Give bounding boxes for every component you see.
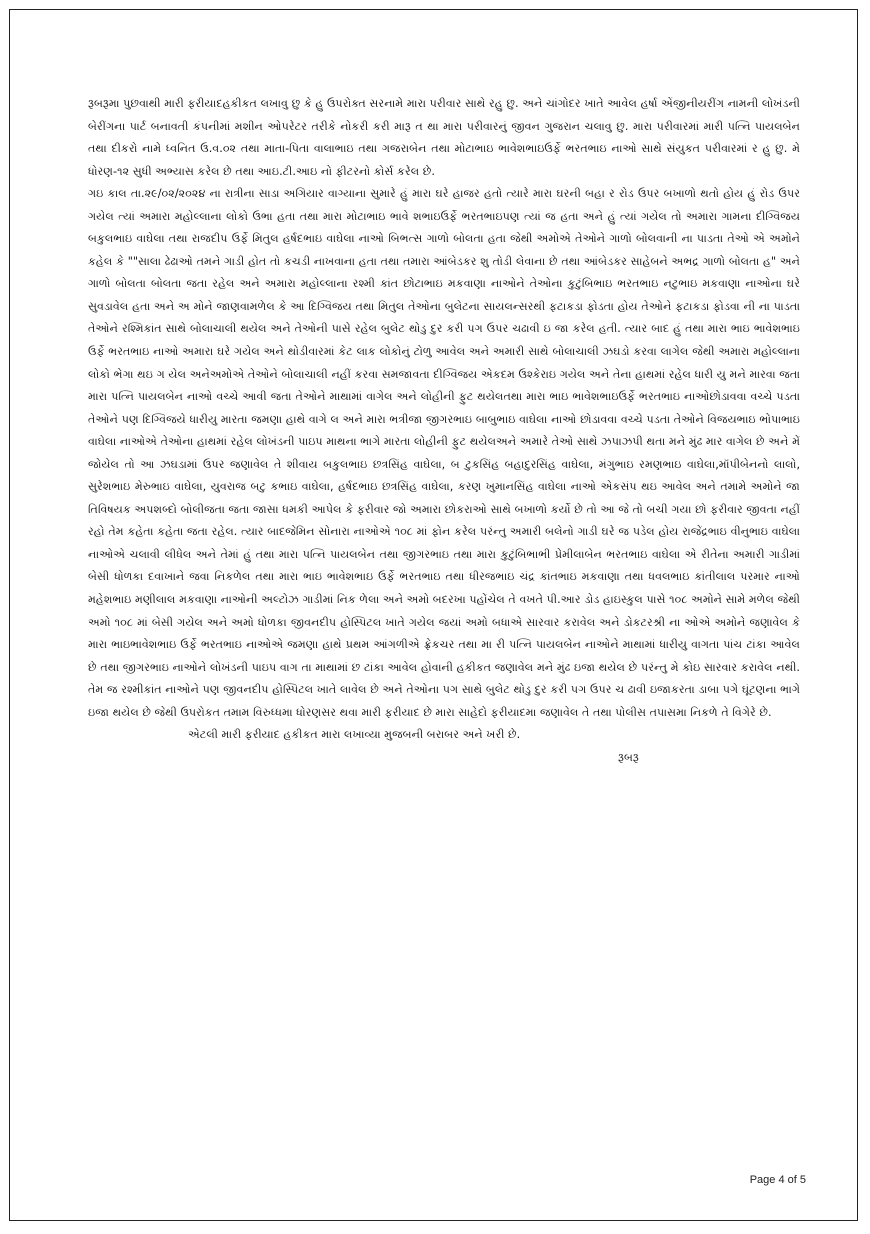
closing-statement: એટલી મારી ફરીયાદ હકીકત મારા લખાવ્યા મુજબની બરાબર અને ખરી છે.	[188, 728, 521, 742]
page-number: Page 4 of 5	[749, 1174, 806, 1186]
signature-label: રૂબરૂ	[618, 750, 639, 764]
paragraph-intro: રૂબરૂમા પુછવાથી મારી ફરીયાદહકીકત લખાવુ છુ કે હુ ઉપરોક્ત સરનામે મારા પરીવાર સાથે રહુ છુ. અને ચાંગોદર ખાતે આવેલ હર્ષા એંજીનીયરીંગ નામની લોખંડની બેરીંગના પાર્ટ બનાવતી કંપનીમાં મશીન ઓપરેટર તરીકે નોકરી કરી મારૂ ત થા મારા પરીવારનું જીવન ગુજરાન ચલાવુ છુ. મારા પરીવારમાં મારી પત્નિ પાયલબેન તથા દીકરો નામે ધ્વનિત ઉ.વ.૦૨ તથા માતા-પિતા વાલાભાઇ તથા ગજરાબેન તથા મોટાભાઇ ભાવેશભાઇઉર્ફે ભરતભાઇ નાઓ સાથે સંયુકત પરીવારમાં ર હુ છુ. મે ધોરણ-૧૨ સુધી અભ્યાસ કરેલ છે તથા આઇ.ટી.આઇ નો ફીટરનો કોર્સ કરેલ છે.	[88, 97, 800, 178]
document-body	[88, 93, 800, 769]
paragraph-incident: ગઇ કાલ તા.૨૯/૦૨/૨૦૨૪ ના રાત્રીના સાડા અગિયાર વાગ્યાના સુમારે હું મારા ઘરે હાજર હતો ત્યારે મારા ઘરની બહા ર રોડ ઉપર બખાળો થતો હોય હું રોડ ઉપર ગયેલ ત્યાં અમારા મહોલ્લાના લોકો ઉભા હતા તથા મારા મોટાભાઇ ભાવે શભાઇઉર્ફે ભરતભાઇપણ ત્યાં જ હતા અને હું ત્યાં ગયેલ તો અમારા ગામના દીગ્વિજય બકુલભાઇ વાઘેલા તથા રાજદીપ ઉર્ફે મિતુલ હર્ષદભાઇ વાઘેલા નાઓ બિભત્સ ગાળો બોલતા હતા જેથી અમોએ તેઓને ગાળો બોલવાની ના પાડતા તેઓ એ અમોને કહેલ કે ""સાલા ઢેઢાઓ તમને ગાડી હોત તો કચડી નાખવાના હતા તથા તમારા આંબેડકર શુ તોડી લેવાના છે તથા આંબેડકર સાહેબને અભદ્ર ગાળો બોલતા હ" અને ગાળો બોલતા બોલતા જતા રહેલ અને અમારા મહોલ્લાના રશ્મી કાંત છોટાભાઇ મકવાણા નાઓને તેઓના કુટુંબિભાઇ ભરતભાઇ નટુભાઇ મકવાણા નાઓના ઘરે સુવડાવેલ હતા અને અ મોને જાણવામળેલ કે આ દિગ્વિજય તથા મિતુલ તેઓના બુલેટના સાયલન્સરથી ફટાકડા ફોડતા હોય તેઓને ફટાકડા ફોડવા ની ના પાડતા તેઓને રશ્મિકાંત સાથે બોલાચાલી થયેલ અને તેઓની પાસે રહેલ બુલેટ થોડુ દુર કરી પગ ઉપર ચઢાવી ઇ જા કરેલ હતી. ત્યાર બાદ હું તથા મારા ભાઇ ભાવેશભાઇ ઉર્ફે ભરતભાઇ નાઓ અમારા ઘરે ગયેલ અને થોડીવારમાં કેટ લાક લોકોનું ટોળુ આવેલ અને અમારી સાથે બોલાચાલી ઝઘડો કરવા લાગેલ જેથી અમારા મહોલ્લાના લોકો ભેગા થઇ ગ યેલ અનેઅમોએ તેઓને બોલાચાલી નહીં કરવા સમજાવતા દીગ્વિજય એકદમ ઉશ્કેરાઇ ગયેલ અને તેના હાથમાં રહેલ ધારી યુ મને મારવા જતા મારા પત્નિ પાયલબેન નાઓ વચ્ચે આવી જતા તેઓને માથામાં વાગેલ અને લોહીની ફુટ થયેલતથા મારા ભાઇ ભાવેશભાઇઉર્ફે ભરતભાઇ નાઓછોડાવવા વચ્ચે પડતા તેઓને પણ દિગ્વિજયે ધારીયુ મારતા જમણા હાથે વાગે લ અને મારા ભત્રીજા જીગરભાઇ બાબુભાઇ વાઘેલા નાઓ છોડાવવા વચ્ચે પડતા તેઓને વિજયભાઇ ભોપાભાઇ વાઘેલા નાઓએ તેઓના હાથમાં રહેલ લોખંડની પાઇપ માથના ભાગે મારતા લોહીની ફુટ થયેલઅને અમારે તેઓ સાથે ઝપાઝપી થતા મને મુંઢ માર વાગેલ છે અને મેં જોયેલ તો આ ઝઘડામાં ઉપર જણાવેલ તે શીવાય બકુલભાઇ છત્રસિંહ વાઘેલા, બ ટુકસિંહ બહાદુરસિંહ વાઘેલા, મંગુભાઇ રમણભાઇ વાઘેલા,મૉંપીબેનનો લાલો, સુરેશભાઇ મેરુભાઇ વાઘેલા, યુવરાજ બટુ કભાઇ વાઘેલા, હર્ષદભાઇ છત્રસિંહ વાઘેલા, કરણ ખુમાનસિંહ વાઘેલા નાઓ એકસંપ થઇ આવેલ અને તમામે અમોને જા તિવિષયક અપશબ્દો બોલીજતા જતા જાસા ધમકી આપેલ કે ફરીવાર જો અમારા છોકરાઓ સાથે બખાળો કર્યો છે તો આ જે તો બચી ગયા છો ફરીવાર જીવતા નહીં રહો તેમ કહેતા કહેતા જતા રહેલ. ત્યાર બાદજેમિન સોનારા નાઓએ ૧૦૮ માં ફોન કરેલ પરંન્તુ અમારી બલેનો ગાડી ઘરે જ પડેલ હોય રાજેંદ્રભાઇ વીનુભાઇ વાઘેલા નાઓએ ચલાવી લીધેલ અને તેમાં હું તથા મારા પત્નિ પાયલબેન તથા જીગરભાઇ તથા મારા કુટુંબિભાભી પ્રેમીલાબેન ભરતભાઇ વાઘેલા એ રીતેના અમારી ગાડીમાં બેસી ધોળકા દવાખાને જવા નિકળેલ તથા મારા ભાઇ ભાવેશભાઇ ઉર્ફે ભરતભાઇ તથા ધીરજભાઇ ચંદ્ર કાંતભાઇ મકવાણા તથા ધવલભાઇ કાંતીલાલ પરમાર નાઓ મહેશભાઇ મણીલાલ મકવાણા નાઓની અલ્ટોઝ ગાડીમાં નિક ળેલા અને અમો બદરખા પહોંચેલ તે વખતે પી.આર ડોડ હાઇસ્કુલ પાસે ૧૦૮ અમોને સામે મળેલ જેથી અમો ૧૦૮ માં બેસી ગયેલ અને અમો ધોળકા જીવનદીપ હોસ્પિટલ ખાતે ગયેલ જયાં અમો બધાએ સારવાર કરાવેલ અને ડોકટરશ્રી ના ઓએ અમોને જણાવેલ કે મારા ભાઇભાવેશભાઇ ઉર્ફે ભરતભાઇ નાઓએ જમણા હાથે પ્રથમ આંગળીએ ફ્રેકચર તથા મા રી પત્નિ પાયલબેન નાઓને માથામાં ધારીયુ વાગતા પાંચ ટાંકા આવેલ છે તથા જીગરભાઇ નાઓને લોખંડની પાઇપ વાગ તા માથામાં છ ટાંકા આવેલ હોવાની હકીકત જણાવેલ મને મુંઢ ઇજા થયેલ છે પરંન્તુ મે કોઇ સારવાર કરાવેલ નથી. તેમ જ રશ્મીકાંત નાઓને પણ જીવનદીપ હોસ્પિટલ ખાતે લાવેલ છે અને તેઓના પગ સાથે બુલેટ થોડુ દુર કરી પગ ઉપર ચ ઢાવી ઇજાકરતા ડાબા પગે ઘૂંટણના ભાગે ઇજા થયેલ છે જેથી ઉપરોકત તમામ વિરુધ્ધમા ધોરણસર થવા મારી ફરીયાદ છે મારા સાહેદો ફરીયાદમા જણાવેલ તે તથા પોલીસ તપાસમા નિકળે તે વિગેરે છે.	[88, 187, 800, 719]
